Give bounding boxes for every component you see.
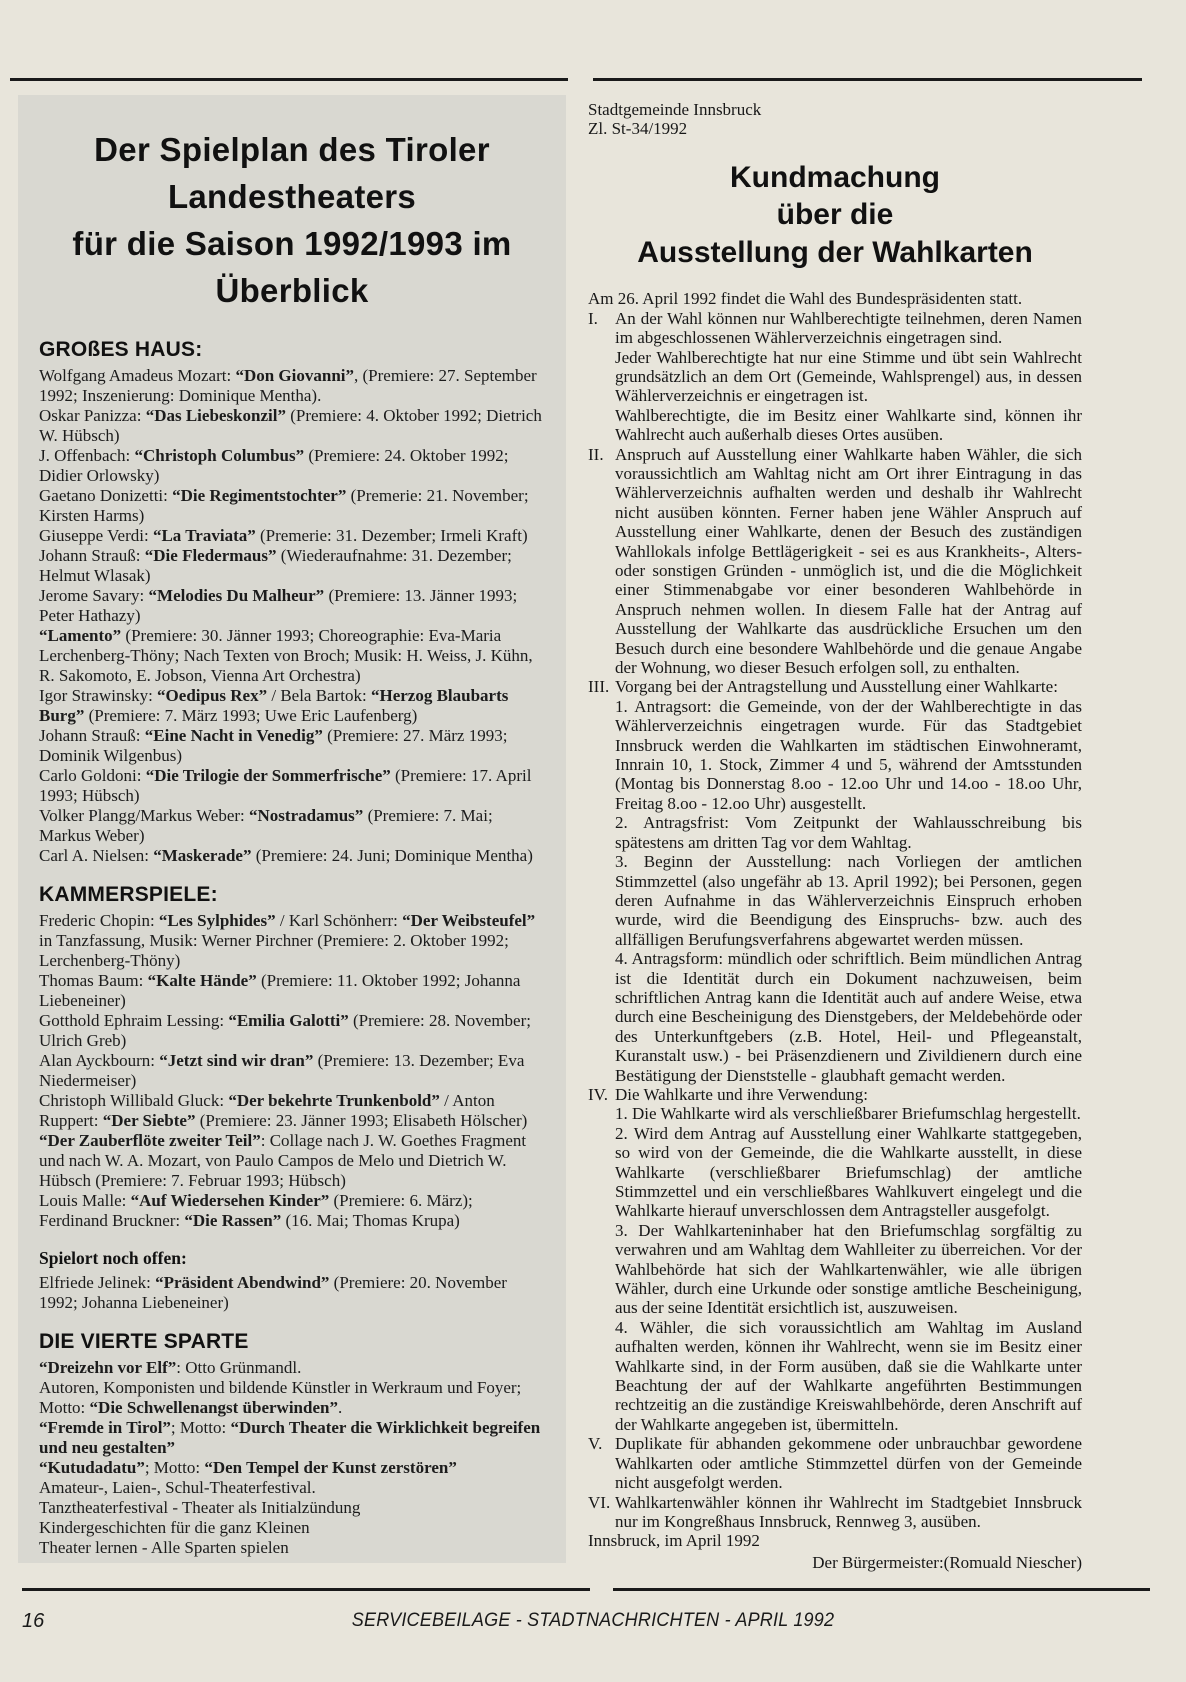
item-text: Autoren, Komponisten und bildende Künstler in Werkraum und Foyer; Motto: <box>39 1378 522 1418</box>
repertoire-item <box>39 1273 545 1313</box>
repertoire-item <box>39 1458 545 1478</box>
item-text: (Premiere: 28. November; Ulrich Greb) <box>39 1011 531 1051</box>
repertoire-item <box>39 486 545 526</box>
repertoire-item <box>39 1011 545 1051</box>
theater-schedule-box <box>18 95 566 1563</box>
theater-title-line3: für die Saison 1992/1993 im <box>72 224 512 262</box>
announcement-section <box>588 677 1082 1085</box>
section-numeral: III. <box>588 677 610 697</box>
repertoire-item <box>39 846 545 866</box>
announcement-paragraph: An der Wahl können nur Wahlberechtigte teilnehmen, deren Namen im abgeschlossenen Wählerverzeichnis eingetragen sind. <box>615 308 1082 348</box>
repertoire-item <box>39 911 545 971</box>
work-title: “Dreizehn vor Elf” <box>39 1358 177 1378</box>
announcement-title-line1: Kundmachung <box>730 160 940 194</box>
repertoire-item <box>39 406 545 446</box>
item-text: . <box>337 1398 343 1418</box>
announcement-title-line2: über die <box>776 198 894 232</box>
item-text: (Wiederaufnahme: 31. Dezember; Helmut Wlasak) <box>39 546 512 586</box>
announcement-paragraph: Vorgang bei der Antragstellung und Ausstellung einer Wahlkarte: <box>615 677 1058 697</box>
page-footer <box>0 1604 1186 1644</box>
announcement-title <box>588 159 1082 272</box>
work-title: “Melodies Du Malheur” <box>148 586 325 606</box>
repertoire-item <box>39 1131 545 1191</box>
announcement-paragraph: Wahlkartenwähler können ihr Wahlrecht im Stadtgebiet Innsbruck nur im Kongreßhaus Innsbruck, Rennweg 3, ausüben. <box>615 1492 1082 1531</box>
section-heading: GROßES HAUS: <box>39 338 203 362</box>
work-title: “Der Zauberflöte zweiter Teil” <box>39 1131 261 1151</box>
work-title: “Les Sylphides” <box>158 911 276 931</box>
announcement-paragraph: 2. Antragsfrist: Vom Zeitpunkt der Wahlausschreibung bis spätestens am dritten Tag vor dem Wahltag. <box>615 813 1082 852</box>
item-text: / Karl Schönherr: <box>275 911 403 931</box>
repertoire-item <box>39 446 545 486</box>
section-numeral: II. <box>588 444 604 464</box>
work-title: “Den Tempel der Kunst zerstören” <box>204 1458 457 1478</box>
item-text: Gaetano Donizetti: <box>39 486 173 506</box>
work-title: “Der Siebte” <box>102 1111 196 1131</box>
work-title: “Herzog Blaubarts Burg” <box>39 686 509 726</box>
work-title: “Die Regimentstochter” <box>172 486 347 506</box>
item-text: Tanztheaterfestival - Theater als Initialzündung <box>39 1498 361 1518</box>
repertoire-item <box>39 546 545 586</box>
repertoire-item <box>39 766 545 806</box>
item-text: in Tanzfassung, Musik: Werner Pirchner (Premiere: 2. Oktober 1992; Lerchenberg-Thöny) <box>39 931 509 971</box>
top-rule-right <box>593 78 1142 81</box>
announcement-paragraph: 3. Beginn der Ausstellung: nach Vorliegen der amtlichen Stimmzettel (also ungefähr ab 13. April 1992); bei Personen, gegen deren Aufnahme in das Wählerverzeichnis Einspruch erhoben wurde, wird die Beendigung des Einspruchs- bzw. auch des allfälligen Berufungsverfahrens abgewartet werden müssen. <box>615 852 1082 949</box>
repertoire-item <box>39 1091 545 1131</box>
work-title: “Jetzt sind wir dran” <box>159 1051 314 1071</box>
repertoire-item <box>39 1378 545 1418</box>
work-title: “Nostradamus” <box>249 806 364 826</box>
announcement-column <box>588 100 1082 1572</box>
item-text: Thomas Baum: <box>39 971 148 991</box>
item-text: (Premiere: 7. Mai; Markus Weber) <box>39 806 493 846</box>
page-number: 16 <box>22 1610 45 1632</box>
item-text: (Premiere: 13. Dezember; Eva Niedermeiser) <box>39 1051 525 1091</box>
theater-title <box>39 127 545 314</box>
announcement-intro: Am 26. April 1992 findet die Wahl des Bundespräsidenten statt. <box>588 289 1023 309</box>
item-text: (Premerie: 21. November; Kirsten Harms) <box>39 486 529 526</box>
announcement-section <box>588 1085 1082 1434</box>
theater-section <box>39 883 545 1231</box>
repertoire-item <box>39 1051 545 1091</box>
work-title: “Oedipus Rex” <box>157 686 268 706</box>
work-title: “Kutudadatu” <box>39 1458 145 1478</box>
item-text: Volker Plangg/Markus Weber: <box>39 806 250 826</box>
item-text: Oskar Panizza: <box>39 406 146 426</box>
item-text: Johann Strauß: <box>39 546 145 566</box>
announcement-paragraph: 4. Antragsform: mündlich oder schriftlich. Beim mündlichen Antrag ist die Identität durch ein Dokument nachzuweisen, beim schriftlichen Antrag kann die Identität auch auf andere Weise, etwa durch eine Bescheinigung des Dienstgebers, der Meldebehörde oder des Unterkunftgebers (z.B. Hotel, Heil- und Pflegeanstalt, Kuranstalt usw.) - bei Präsenzdienern und Zivildienern durch eine Bestätigung der Dienststelle - glaubhaft gemacht werden. <box>615 949 1082 1085</box>
work-title: “La Traviata” <box>152 526 256 546</box>
item-text: Elfriede Jelinek: <box>39 1273 156 1293</box>
item-text: , (Premiere: 27. September 1992; Inszenierung: Dominique Mentha). <box>39 366 537 406</box>
section-heading: Spielort noch offen: <box>39 1248 187 1269</box>
announcement-paragraph: 1. Die Wahlkarte wird als verschließbarer Briefumschlag hergestellt. <box>615 1104 1081 1124</box>
theater-title-line4: Überblick <box>215 271 369 309</box>
footer-caption: SERVICEBEILAGE - STADTNACHRICHTEN - APRIL 1992 <box>351 1610 835 1631</box>
work-title: “Der Weibsteufel” <box>402 911 536 931</box>
repertoire-item <box>39 1498 545 1518</box>
announcement-sections <box>588 309 1082 1532</box>
theater-section <box>39 1248 545 1313</box>
theater-section <box>39 1330 545 1558</box>
announcement-paragraph: 1. Antragsort: die Gemeinde, von der der Wahlberechtigte in das Wählerverzeichnis eingetragen wurde. Für das Stadtgebiet Innsbruck werden die Wahlkarten im städtischen Einwohneramt, Innrain 10, 1. Stock, Zimmer 4 und 5, während der Amtsstunden (Montag bis Donnerstag 8.oo - 12.oo Uhr und 14.oo - 18.oo Uhr, Freitag 8.oo - 12.oo Uhr) ausgestellt. <box>615 696 1082 813</box>
repertoire-item <box>39 726 545 766</box>
work-title: “Der bekehrte Trunkenbold” <box>228 1091 440 1111</box>
item-text: (Premiere: 20. November 1992; Johanna Liebeneiner) <box>39 1273 507 1313</box>
item-text: Christoph Willibald Gluck: <box>39 1091 229 1111</box>
item-text: (Premerie: 31. Dezember; Irmeli Kraft) <box>255 526 528 546</box>
work-title: “Emilia Galotti” <box>228 1011 349 1031</box>
footer-rule-left <box>22 1588 590 1591</box>
announcement-section <box>588 445 1082 678</box>
repertoire-item <box>39 626 545 686</box>
work-title: “Eine Nacht in Venedig” <box>144 726 323 746</box>
announcement-paragraph: Anspruch auf Ausstellung einer Wahlkarte haben Wähler, die sich voraussichtlich am Wahltag nicht am Ort ihrer Eintragung in das Wählerverzeichnis aufhalten werden und deshalb ihr Wahlrecht nicht ausüben könnten. Ferner haben jene Wähler Anspruch auf Ausstellung einer Wahlkarte, denen der Besuch des zuständigen Wahllokals infolge Bettlägerigkeit - sei es aus Krankheits-, Alters- oder sonstigen Gründen - unmöglich ist, und die die Möglichkeit einer Stimmenabgabe vor einer besonderen Wahlbehörde in Anspruch nehmen wollen. In diesem Falle hat der Antrag auf Ausstellung der Wahlkarte das ausdrückliche Ersuchen um den Besuch durch eine besondere Wahlbehörde und die genaue Angabe der Wohnung, wo dieser Besuch erfolgen soll, zu enthalten. <box>615 444 1082 678</box>
issuing-authority: Stadtgemeinde Innsbruck <box>588 100 762 119</box>
repertoire-item <box>39 806 545 846</box>
repertoire-item <box>39 971 545 1011</box>
work-title: “Die Rassen” <box>184 1211 282 1231</box>
item-text: Kindergeschichten für die ganz Kleinen <box>39 1518 310 1538</box>
item-text: Alan Ayckbourn: <box>39 1051 160 1071</box>
theater-sections <box>39 338 545 1558</box>
section-numeral: I. <box>588 308 598 328</box>
item-text: (Premiere: 27. März 1993; Dominik Wilgenbus) <box>39 726 508 766</box>
theater-title-line1: Der Spielplan des Tiroler <box>94 131 490 168</box>
repertoire-item <box>39 526 545 546</box>
repertoire-item <box>39 586 545 626</box>
item-text: Wolfgang Amadeus Mozart: <box>39 366 236 386</box>
work-title: “Präsident Abendwind” <box>155 1273 330 1293</box>
section-numeral: IV. <box>588 1084 608 1104</box>
work-title: “Durch Theater die Wirklichkeit begreifen und neu gestalten” <box>39 1418 541 1458</box>
repertoire-item <box>39 1478 545 1498</box>
item-text: Amateur-, Laien-, Schul-Theaterfestival. <box>39 1478 316 1498</box>
announcement-paragraph: Die Wahlkarte und ihre Verwendung: <box>615 1084 868 1104</box>
work-title: “Die Fledermaus” <box>144 546 277 566</box>
item-text: (Premiere: 30. Jänner 1993; Choreographie: Eva-Maria Lerchenberg-Thöny; Nach Texten von Broch; Musik: H. Weiss, J. Kühn, R. Sakomoto, E. Jobson, Vienna Art Orchestra) <box>39 626 533 686</box>
announcement-paragraph: Wahlberechtigte, die im Besitz einer Wahlkarte sind, können ihr Wahlrecht auch außerhalb dieses Ortes ausüben. <box>615 405 1082 445</box>
announcement-section <box>588 1434 1082 1492</box>
item-text: Theater lernen - Alle Sparten spielen <box>39 1538 289 1558</box>
section-numeral: V. <box>588 1434 603 1454</box>
item-text: Igor Strawinsky: <box>39 686 158 706</box>
item-text: Carlo Goldoni: <box>39 766 146 786</box>
top-rule-left <box>10 78 568 81</box>
work-title: “Lamento” <box>39 626 122 646</box>
item-text: Johann Strauß: <box>39 726 145 746</box>
work-title: “Die Schwellenangst überwinden” <box>89 1398 338 1418</box>
work-title: “Kalte Hände” <box>147 971 257 991</box>
item-text: Carl A. Nielsen: <box>39 846 154 866</box>
item-text: (Premiere: 6. März); Ferdinand Bruckner: <box>39 1191 473 1231</box>
announcement-paragraph: Duplikate für abhanden gekommene oder unbrauchbar gewordene Wahlkarten oder amtliche Stimmzettel dürfen von der Gemeinde nicht ausgefolgt werden. <box>615 1434 1082 1493</box>
repertoire-item <box>39 1191 545 1231</box>
item-text: / Anton Ruppert: <box>39 1091 495 1131</box>
item-text: ; Motto: <box>170 1418 231 1438</box>
repertoire-item <box>39 1518 545 1538</box>
announcement-title-line3: Ausstellung der Wahlkarten <box>637 235 1033 269</box>
item-text: : Otto Grünmandl. <box>176 1358 302 1378</box>
work-title: “Auf Wiedersehen Kinder” <box>130 1191 330 1211</box>
section-numeral: VI. <box>588 1492 611 1512</box>
announcement-paragraph: 3. Der Wahlkarteninhaber hat den Briefumschlag sorgfältig zu verwahren und am Wahltag dem Wahlleiter zu überreichen. Vor der Wahlbehörde hat sich der Wahlkartenwähler, wie alle übrigen Wähler, durch eine Urkunde oder sonstige amtliche Bescheinigung, aus der seine Identität ersichtlich ist, auszuweisen. <box>615 1220 1082 1318</box>
item-text: (Premiere: 24. Juni; Dominique Mentha) <box>251 846 533 866</box>
item-text: (Premiere: 11. Oktober 1992; Johanna Liebeneiner) <box>39 971 521 1011</box>
work-title: “Die Trilogie der Sommerfrische” <box>145 766 391 786</box>
announcement-section <box>588 309 1082 445</box>
work-title: “Don Giovanni” <box>235 366 355 386</box>
announcement-paragraph: Jeder Wahlberechtigte hat nur eine Stimme und übt sein Wahlrecht grundsätzlich an dem Ort (Gemeinde, Wahlsprengel) aus, in dessen Wählerverzeichnis er eingetragen ist. <box>615 347 1082 406</box>
announcement-paragraph: 4. Wähler, die sich voraussichtlich am Wahltag im Ausland aufhalten werden, können ihr Wahlrecht, wenn sie im Besitz einer Wahlkarte sind, in der Form ausüben, daß sie die Wahlkarte unter Beachtung der auf der Wahlkarte angeführten Bestimmungen rechtzeitig an die zuständige Kreiswahlbehörde, deren Anschrift auf der Wahlkarte angegeben ist, übermitteln. <box>615 1317 1082 1434</box>
repertoire-item <box>39 366 545 406</box>
theater-section <box>39 338 545 866</box>
repertoire-item <box>39 1538 545 1558</box>
item-text: (Premiere: 23. Jänner 1993; Elisabeth Hölscher) <box>195 1111 528 1131</box>
item-text: (Premiere: 7. März 1993; Uwe Eric Laufenberg) <box>84 706 418 726</box>
item-text: Gotthold Ephraim Lessing: <box>39 1011 229 1031</box>
repertoire-item <box>39 1418 545 1458</box>
item-text: : Collage nach J. W. Goethes Fragment und nach W. A. Mozart, von Paulo Campos de Melo und Dietrich W. Hübsch (Premiere: 7. Februar 1993; Hübsch) <box>39 1131 527 1191</box>
item-text: (16. Mai; Thomas Krupa) <box>281 1211 460 1231</box>
section-heading: DIE VIERTE SPARTE <box>39 1330 249 1354</box>
theater-title-line2: Landestheaters <box>167 177 417 215</box>
work-title: “Fremde in Tirol” <box>39 1418 171 1438</box>
item-text: Frederic Chopin: <box>39 911 159 931</box>
place-date: Innsbruck, im April 1992 <box>588 1531 760 1551</box>
item-text: / Bela Bartok: <box>267 686 371 706</box>
item-text: (Premiere: 17. April 1993; Hübsch) <box>39 766 532 806</box>
repertoire-item <box>39 686 545 726</box>
item-text: Louis Malle: <box>39 1191 131 1211</box>
item-text: (Premiere: 24. Oktober 1992; Didier Orlowsky) <box>39 446 509 486</box>
announcement-section <box>588 1493 1082 1532</box>
item-text: (Premiere: 13. Jänner 1993; Peter Hathazy) <box>39 586 518 626</box>
item-text: ; Motto: <box>144 1458 205 1478</box>
item-text: J. Offenbach: <box>39 446 135 466</box>
work-title: “Christoph Columbus” <box>134 446 305 466</box>
reference-number: Zl. St-34/1992 <box>588 119 688 139</box>
section-heading: KAMMERSPIELE: <box>39 883 218 907</box>
footer-rule-right <box>613 1588 1150 1591</box>
work-title: “Maskerade” <box>153 846 252 866</box>
item-text: Jerome Savary: <box>39 586 149 606</box>
item-text: (Premiere: 4. Oktober 1992; Dietrich W. Hübsch) <box>39 406 542 446</box>
mayor-signature: Der Bürgermeister:(Romuald Niescher) <box>812 1552 1082 1572</box>
work-title: “Das Liebeskonzil” <box>145 406 286 426</box>
announcement-paragraph: 2. Wird dem Antrag auf Ausstellung einer Wahlkarte stattgegeben, so wird von der Gemeinde, die die Wahlkarte ausstellt, in diese Wahlkarte (verschließbarer Briefumschlag) der amtliche Stimmzettel und ein verschließbares Wahlkuvert eingelegt und die Wahlkarte hierauf unverschlossen dem Antragsteller ausgefolgt. <box>615 1123 1082 1221</box>
repertoire-item <box>39 1358 545 1378</box>
item-text: Giuseppe Verdi: <box>39 526 153 546</box>
